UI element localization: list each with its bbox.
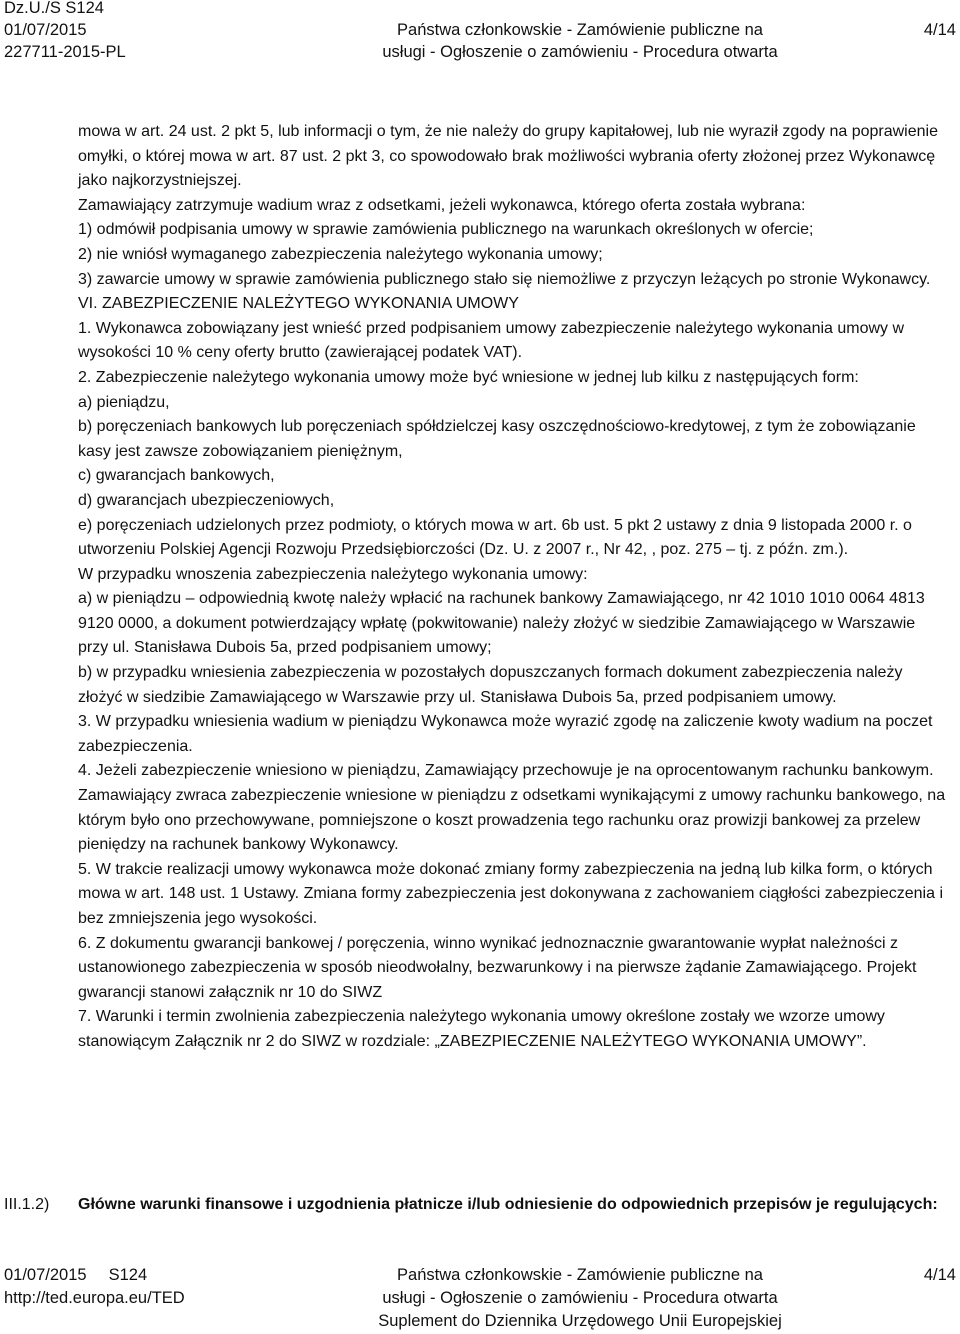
list-item: e) poręczeniach udzielonych przez podmioty, o których mowa w art. 6b ust. 5 pkt 2 ustawy z dnia 9 listopada 2000 r. o utworzeniu Polskiej Agencji Rozwoju Przedsiębiorczości (Dz. U. z 2007 r., Nr 42, , poz. 275 – tj. z późn. zm.).: [78, 516, 912, 559]
header-page-number: 4/14: [923, 21, 956, 39]
list-item: a) w pieniądzu – odpowiednią kwotę należy wpłacić na rachunek bankowy Zamawiającego, nr 42 1010 1010 0064 4813 9120 0000, a dokument potwierdzający wpłatę (pokwitowanie) należy złożyć w siedzibie Zamawiającego w Warszawie przy ul. Stanisława Dubois 5a, przed podpisaniem umowy;: [78, 590, 925, 657]
footer-title-line2: usługi - Ogłoszenie o zamówieniu - Procedura otwarta: [382, 1289, 778, 1307]
journal-ref: Dz.U./S S124: [4, 0, 104, 17]
footer-center: [330, 1264, 830, 1333]
list-item: b) poręczeniach bankowych lub poręczeniach spółdzielczej kasy oszczędnościowo-kredytowej, z tym że zobowiązanie kasy jest zawsze zobowiązaniem pieniężnym,: [78, 418, 916, 460]
paragraph: 1. Wykonawca zobowiązany jest wnieść przed podpisaniem umowy zabezpieczenie należytego wykonania umowy w wysokości 10 % ceny oferty brutto (zawierającej podatek VAT).: [78, 319, 905, 362]
footer-ref: S124: [108, 1266, 148, 1284]
paragraph: 2) nie wniósł wymaganego zabezpieczenia należytego wykonania umowy;: [78, 245, 603, 263]
footer-page-number: 4/14: [923, 1266, 956, 1284]
page-footer: [0, 1262, 960, 1334]
page-header: [0, 0, 960, 70]
list-item: c) gwarancjach bankowych,: [78, 467, 275, 485]
footer-title-line1: Państwa członkowskie - Zamówienie publiczne na: [397, 1266, 763, 1284]
paragraph: 2. Zabezpieczenie należytego wykonania umowy może być wniesione w jednej lub kilku z następujących form:: [78, 368, 859, 386]
notice-id: 227711-2015-PL: [4, 43, 126, 61]
header-date: 01/07/2015: [4, 21, 87, 39]
list-item: a) pieniądzu,: [78, 393, 170, 411]
paragraph: 4. Jeżeli zabezpieczenie wniesiono w pieniądzu, Zamawiający przechowuje je na oprocentowanym rachunku bankowym. Zamawiający zwraca zabezpieczenie wniesione w pieniądzu z odsetkami wynikającymi z umowy rachunku bankowego, na którym było ono przechowywane, pomniejszone o koszt prowadzenia tego rachunku oraz prowizji bankowej za przelew pieniędzy na rachunek bankowy Wykonawcy.: [78, 762, 946, 854]
header-title-line2: usługi - Ogłoszenie o zamówieniu - Procedura otwarta: [382, 43, 778, 61]
section-number: III.1.2): [4, 1196, 50, 1213]
footer-url: http://ted.europa.eu/TED: [4, 1289, 185, 1307]
header-center: [330, 19, 830, 63]
paragraph: 3) zawarcie umowy w sprawie zamówienia publicznego stało się niemożliwe z przyczyn leżących po stronie Wykonawcy.: [78, 270, 931, 288]
footer-supplement: Suplement do Dziennika Urzędowego Unii Europejskiej: [378, 1312, 782, 1330]
paragraph: 6. Z dokumentu gwarancji bankowej / poręczenia, winno wynikać jednoznacznie gwarantowanie wypłat należności z ustanowionego zabezpieczenia w sposób nieodwołalny, bezwarunkowy i na pierwsze żądanie Zamawiającego. Projekt gwarancji stanowi załącznik nr 10 do SIWZ: [78, 934, 917, 1001]
footer-left: [4, 1264, 185, 1310]
paragraph: 5. W trakcie realizacji umowy wykonawca może dokonać zmiany formy zabezpieczenia na jedną lub kilka form, o których mowa w art. 148 ust. 1 Ustawy. Zmiana formy zabezpieczenia jest dokonywana z zachowaniem ciągłości zabezpieczenia i bez zmniejszenia jego wysokości.: [78, 860, 943, 927]
paragraph: 7. Warunki i termin zwolnienia zabezpieczenia należytego wykonania umowy określone zostały we wzorze umowy stanowiącym Załącznik nr 2 do SIWZ w rozdziale: „ZABEZPIECZENIE NALEŻYTEGO WYKONANIA UMOWY”.: [78, 1008, 885, 1050]
footer-date: 01/07/2015: [4, 1266, 87, 1284]
chapter-heading: VI. ZABEZPIECZENIE NALEŻYTEGO WYKONANIA UMOWY: [78, 295, 519, 313]
header-title-line1: Państwa członkowskie - Zamówienie publiczne na: [397, 21, 763, 39]
paragraph: Zamawiający zatrzymuje wadium wraz z odsetkami, jeżeli wykonawca, którego oferta została wybrana:: [78, 196, 806, 214]
paragraph: 1) odmówił podpisania umowy w sprawie zamówienia publicznego na warunkach określonych w ofercie;: [78, 221, 814, 239]
header-left: [4, 0, 126, 63]
document-body: [78, 120, 946, 1055]
list-item: b) w przypadku wniesienia zabezpieczenia w pozostałych dopuszczanych formach dokument zabezpieczenia należy złożyć w siedzibie Zamawiającego w Warszawie przy ul. Stanisława Dubois 5a, przed podpisaniem umowy.: [78, 664, 903, 706]
list-item: d) gwarancjach ubezpieczeniowych,: [78, 491, 335, 509]
paragraph: W przypadku wnoszenia zabezpieczenia należytego wykonania umowy:: [78, 565, 588, 583]
paragraph: mowa w art. 24 ust. 2 pkt 5, lub informacji o tym, że nie należy do grupy kapitałowej, lub nie wyraził zgody na poprawienie omyłki, o której mowa w art. 87 ust. 2 pkt 3, co spowodowało brak możliwości wybrania oferty złożonej przez Wykonawcę jako najkorzystniejszej.: [78, 123, 938, 190]
paragraph: 3. W przypadku wniesienia wadium w pieniądzu Wykonawca może wyrazić zgodę na zaliczenie kwoty wadium na poczet zabezpieczenia.: [78, 713, 933, 755]
section-title: Główne warunki finansowe i uzgodnienia płatnicze i/lub odniesienie do odpowiednich przepisów je regulujących:: [78, 1196, 938, 1213]
